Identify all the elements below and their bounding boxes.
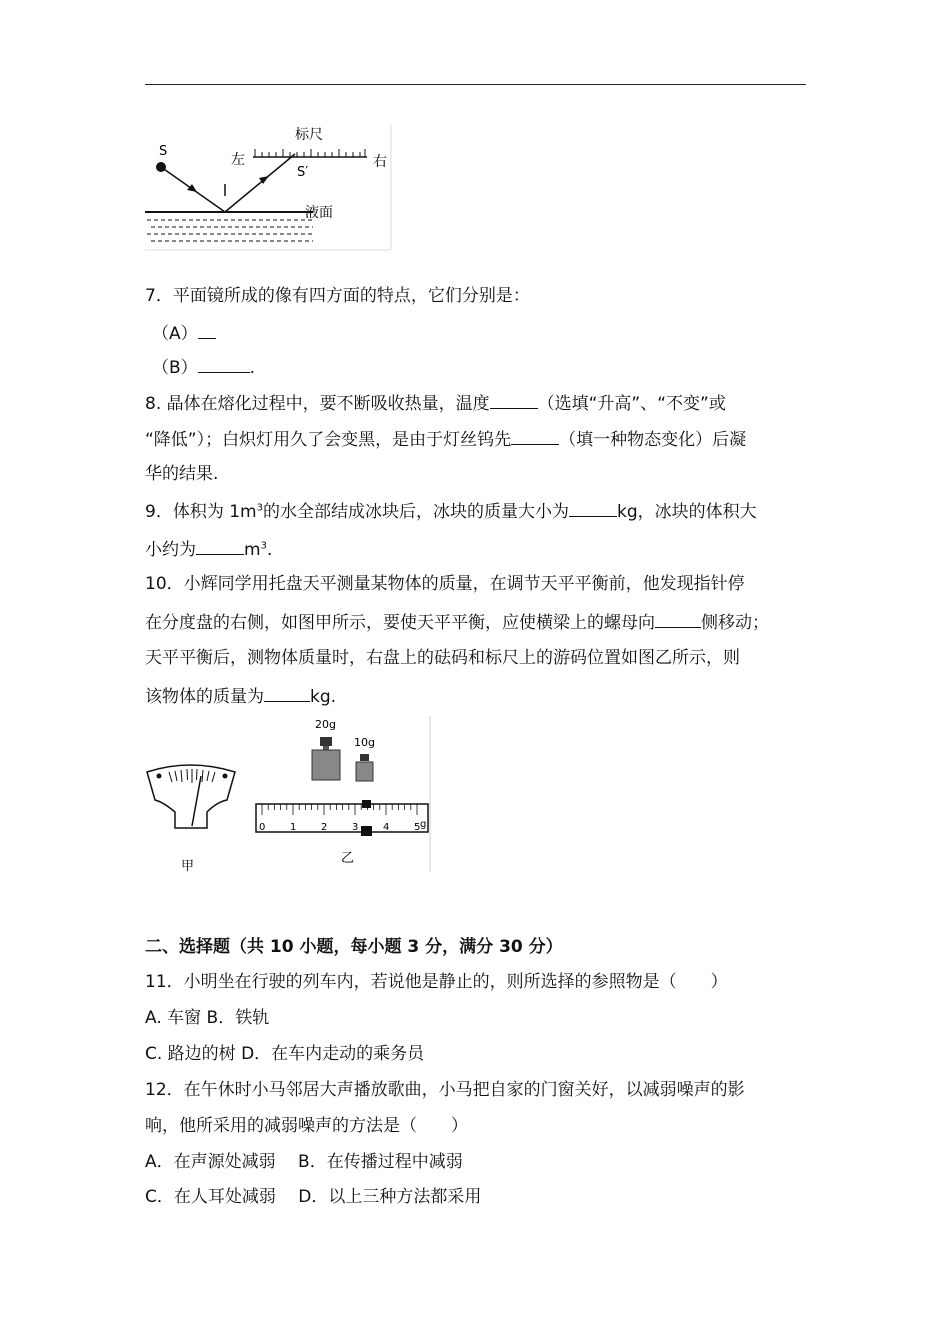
dial-dot-left [157, 774, 162, 779]
q10-line-3: 天平平衡后，测物体质量时，右盘上的砝码和标尺上的游码位置如图乙所示，则 [145, 648, 740, 668]
beam-tick-label: 0 [259, 822, 266, 833]
beam-tick-label: 2 [321, 822, 328, 833]
label-s-prime: S′ [297, 165, 309, 180]
q12-line-1: 12．在午休时小马邻居大声播放歌曲，小马把自家的门窗关好，以减弱噪声的影 [145, 1080, 745, 1100]
q11-options-ab: A. 车窗 B．铁轨 [145, 1008, 270, 1028]
q12-line-2: 响，他所采用的减弱噪声的方法是（ ） [145, 1116, 468, 1136]
label-jia: 甲 [181, 859, 195, 874]
weight-10g-knob [360, 754, 369, 761]
q8-blank-1[interactable] [490, 390, 538, 409]
balance-figure [145, 716, 433, 876]
incident-arrow [187, 184, 197, 192]
label-right: 右 [373, 154, 387, 170]
label-20g: 20g [315, 718, 336, 731]
q8-blank-2[interactable] [511, 426, 559, 445]
q7-blank-b[interactable] [198, 354, 250, 373]
q10-line-1: 10．小辉同学用托盘天平测量某物体的质量，在调节天平平衡前，他发现指针停 [145, 574, 745, 594]
beam-tick-label: 1 [290, 822, 297, 833]
q7-option-a: （A） [152, 320, 216, 346]
label-yi: 乙 [341, 851, 355, 866]
q7-blank-a[interactable] [198, 320, 216, 339]
label-left: 左 [231, 152, 245, 168]
q12-options-cd: C．在人耳处减弱 D．以上三种方法都采用 [145, 1187, 482, 1207]
beam-unit-label: g [420, 819, 427, 830]
ruler-ticks [255, 149, 365, 157]
beam-tick-label: 4 [383, 822, 390, 833]
q8-line-3: 华的结果. [145, 464, 219, 484]
q8-line-1: 8. 晶体在熔化过程中，要不断吸收热量，温度 （选填“升高”、“不变”或 [145, 390, 726, 416]
weight-20g-body [312, 750, 340, 780]
weight-10g-body [356, 762, 373, 781]
header-rule [145, 84, 806, 85]
rider-top [362, 800, 371, 808]
beam-scale [256, 804, 428, 832]
dial-dot-right [223, 774, 228, 779]
q10-line-2: 在分度盘的右侧，如图甲所示，要使天平平衡，应使横梁上的螺母向 侧移动； [145, 609, 769, 635]
label-ruler: 标尺 [295, 127, 323, 143]
q10-line-4: 该物体的质量为 kg. [145, 683, 336, 709]
weight-20g-knob [320, 737, 332, 746]
q9-blank-1[interactable] [569, 498, 617, 517]
q12-options-ab: A．在声源处减弱 B．在传播过程中减弱 [145, 1152, 463, 1172]
label-liquid: 液面 [305, 205, 333, 221]
rider-bottom [361, 826, 372, 836]
q11-options-cd: C. 路边的树 D．在车内走动的乘务员 [145, 1044, 425, 1064]
label-10g: 10g [354, 736, 375, 749]
section-2-heading: 二、选择题（共 10 小题，每小题 3 分，满分 30 分） [145, 937, 563, 957]
q7-text: 7．平面镜所成的像有四方面的特点，它们分别是： [145, 286, 530, 306]
liquid-hatching [147, 220, 313, 241]
q10-blank-1[interactable] [655, 609, 701, 628]
q11-text: 11．小明坐在行驶的列车内，若说他是静止的，则所选择的参照物是（ ） [145, 972, 728, 992]
label-s: S [159, 144, 168, 159]
q9-line-1: 9．体积为 $1m^3$的水全部结成冰块后，冰块的质量大小为 kg，冰块的体积大 [145, 498, 757, 524]
q9-line-2: 小约为 $m^3$. [145, 536, 272, 562]
q7-option-b: （B） . [152, 354, 255, 380]
q9-blank-2[interactable] [196, 536, 244, 555]
q8-line-2: “降低”）；白炽灯用久了会变黑，是由于灯丝钨先 （填一种物态变化）后凝 [145, 426, 746, 452]
q10-blank-2[interactable] [264, 683, 310, 702]
reflection-figure [145, 124, 393, 252]
beam-tick-label: 5 [414, 822, 421, 833]
beam-tick-label: 3 [352, 822, 359, 833]
